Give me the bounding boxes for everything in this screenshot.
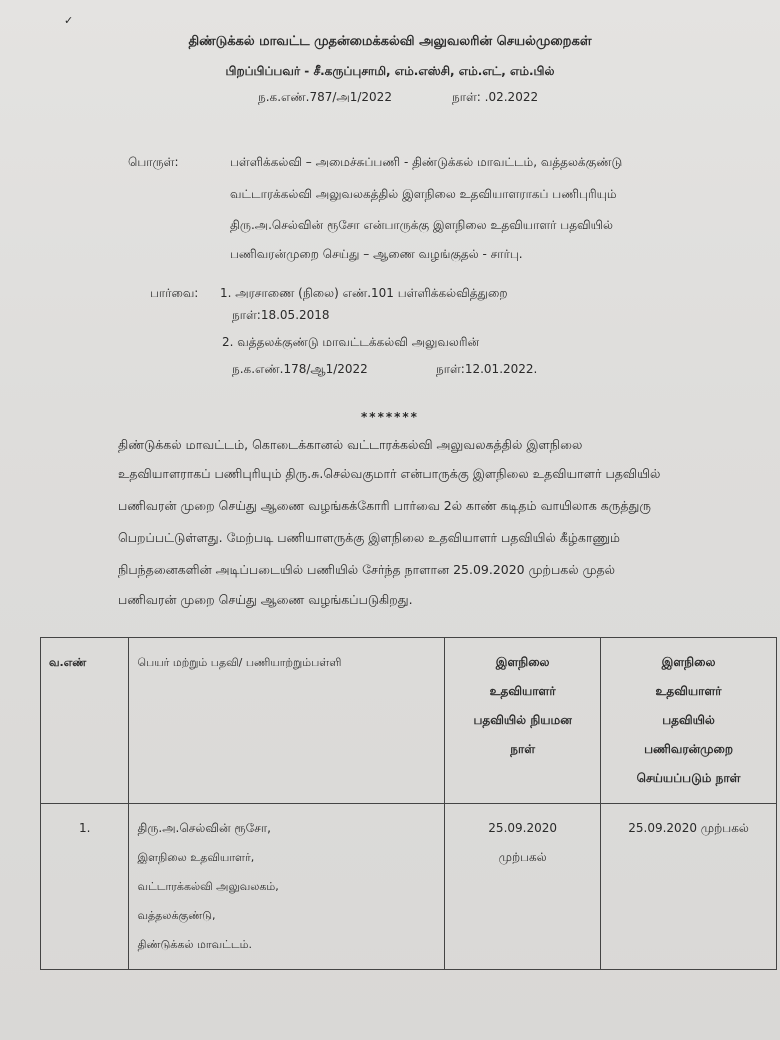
header-serial: வ.எண் [41,638,129,804]
header-text: செய்யப்படும் நாள் [636,771,741,785]
reference-line: 2. வத்தலக்குண்டு மாவட்டக்கல்வி அலுவலரின் [222,335,480,349]
cell-appointment-date [445,804,601,970]
subject-line: பள்ளிக்கல்வி – அமைச்சுப்பணி - திண்டுக்கல் மாவட்டம், வத்தலக்குண்டு [230,155,623,169]
table-header-row [41,638,777,804]
reference-date: நாள்: .02.2022 [452,90,539,104]
header-text: நாள் [510,742,536,756]
session-text: முற்பகல் [498,850,547,864]
table-row [41,804,777,970]
name-line: திண்டுக்கல் மாவட்டம். [137,938,252,951]
header-text: உதவியாளர் [489,684,556,698]
reference-number: ந.க.எண்.787/அ1/2022 [258,90,392,104]
cell-regularisation-date: 25.09.2020 முற்பகல் [601,804,777,970]
header-text: பதவியில் நியமன [473,713,572,727]
separator: ******* [361,410,419,424]
reference-line: நாள்:12.01.2022. [436,362,538,376]
header-text: பணிவரன்முறை [644,742,734,756]
cell-name [129,804,445,970]
reference-line: நாள்:18.05.2018 [232,308,330,322]
header-text: இளநிலை [495,655,550,669]
references-label: பார்வை: [150,286,199,300]
body-line: திண்டுக்கல் மாவட்டம், கொடைக்கானல் வட்டாரக்கல்வி அலுவலகத்தில் இளநிலை [118,437,583,452]
body-line: பெறப்பட்டுள்ளது. மேற்படி பணியாளருக்கு இளநிலை உதவியாளர் பதவியில் கீழ்காணும் [118,530,620,545]
name-line: இளநிலை உதவியாளர், [137,851,255,864]
header-text: உதவியாளர் [655,684,722,698]
body-line: உதவியாளராகப் பணிபுரியும் திரு.சு.செல்வகுமார் என்பாருக்கு இளநிலை உதவியாளர் பதவியில் [118,466,661,481]
body-line: நிபந்தனைகளின் அடிப்படையில் பணியில் சேர்ந்த நாளான 25.09.2020 முற்பகல் முதல் [118,562,616,577]
date-text: 25.09.2020 [488,821,558,835]
body-line: பணிவரன் முறை செய்து ஆணை வழங்கக்கோரி பார்வை 2ல் காண் கடிதம் வாயிலாக கருத்துரு [118,498,651,513]
name-line: வத்தலக்குண்டு, [137,909,216,922]
header-text: இளநிலை [661,655,716,669]
header-appointment-date [445,638,601,804]
header-text: பதவியில் [662,713,715,727]
header-name: பெயர் மற்றும் பதவி/ பணியாற்றும்பள்ளி [129,638,445,804]
document-title: திண்டுக்கல் மாவட்ட முதன்மைக்கல்வி அலுவலரின் செயல்முறைகள் [188,34,592,49]
subject-line: வட்டாரக்கல்வி அலுவலகத்தில் இளநிலை உதவியாளராகப் பணிபுரியும் [230,187,617,201]
reference-line: ந.க.எண்.178/ஆ1/2022 [232,362,368,376]
staff-table [40,637,777,970]
name-line: திரு.அ.செல்வின் ரூசோ, [137,821,271,835]
issuer-line: பிறப்பிப்பவர் - சீ.கருப்புசாமி, எம்.எஸ்சி, எம்.எட், எம்.பில் [225,64,555,78]
reference-line: 1. அரசாணை (நிலை) எண்.101 பள்ளிக்கல்வித்துறை [220,286,508,300]
cell-serial: 1. [41,804,129,970]
name-line: வட்டாரக்கல்வி அலுவலகம், [137,880,279,893]
body-line: பணிவரன் முறை செய்து ஆணை வழங்கப்படுகிறது. [118,592,413,607]
header-regularisation-date [601,638,777,804]
subject-line: திரு.அ.செல்வின் ரூசோ என்பாருக்கு இளநிலை உதவியாளர் பதவியில் [230,218,613,232]
margin-mark: ✓ [64,14,74,27]
subject-label: பொருள்: [128,155,179,169]
subject-line: பணிவரன்முறை செய்து – ஆணை வழங்குதல் - சார்பு. [230,247,523,261]
